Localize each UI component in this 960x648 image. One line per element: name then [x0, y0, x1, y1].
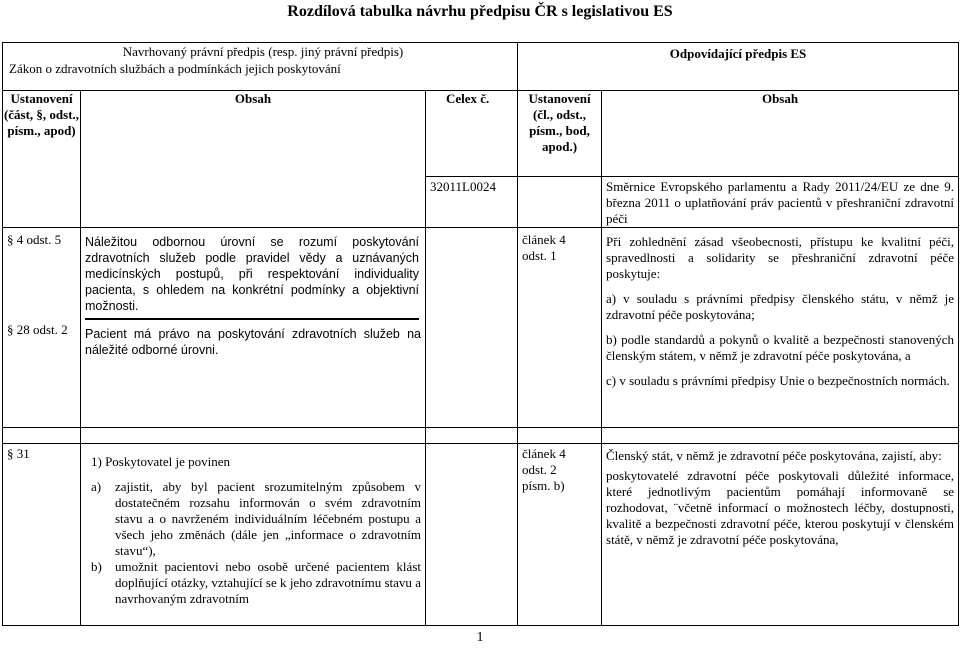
spacer-cell	[81, 428, 426, 444]
row2-eu-provision-line1: článek 4	[522, 446, 566, 461]
directive-name: Směrnice Evropského parlamentu a Rady 2011/24/EU ze dne 9. března 2011 o uplatňování práv pacientů v přeshraniční zdravotní péči	[602, 177, 959, 228]
col-header-content-eu: Obsah	[602, 91, 959, 177]
row2-eu-provision-line2: odst. 2	[522, 462, 557, 477]
row2-item-a	[91, 479, 421, 559]
row1-eu-provision-line1: článek 4	[522, 232, 566, 247]
col-header-provision-eu: Ustanovení (čl., odst., písm., bod, apod.)	[518, 91, 602, 177]
row2-intro: 1) Poskytovatel je povinen	[91, 454, 231, 469]
spacer-cell	[3, 428, 81, 444]
row2-celex-cell	[426, 444, 518, 626]
row2-item-a-text: zajistit, aby byl pacient srozumitelným způsobem v dostatečném rozsahu informován o svém zdravotním stavu a o navrženém individuálním léčebném postupu a všech jeho změnách (dále jen „informace o zdravotním stavu“),	[115, 479, 421, 558]
row2-item-a-marker: a)	[91, 479, 102, 494]
row2-eu-text-intro: Členský stát, v němž je zdravotní péče poskytována, zajistí, aby:	[606, 448, 942, 463]
celex-empty-cell	[518, 177, 602, 228]
row1-text-2: Pacient má právo na poskytování zdravotních služeb na náležité odborné úrovni.	[85, 327, 421, 357]
row1-eu-provision-line2: odst. 1	[522, 248, 557, 263]
col-header-celex: Celex č.	[426, 91, 518, 177]
col-header-content-cz: Obsah	[81, 91, 426, 228]
row1-text-1: Náležitou odbornou úrovní se rozumí poskytování zdravotních služeb podle pravidel vědy a uznávaných medicínských postupů, při respektování individuality pacienta, s ohledem na konkrétní podmínky a objektivní možnosti.	[85, 234, 419, 320]
row1-eu-text-b: b) podle standardů a pokynů o kvalitě a bezpečnosti stanovených členským státem, v němž je zdravotní péče poskytována, a	[606, 332, 955, 363]
row2-item-b	[91, 559, 421, 607]
row2-item-b-marker: b)	[91, 559, 102, 574]
row2-provision-cz: § 31	[3, 444, 81, 626]
eu-regulation-label: Odpovídající předpis ES	[669, 46, 807, 61]
comparison-table	[2, 42, 959, 626]
proposed-regulation-name: Zákon o zdravotních službách a podmínkách jejich poskytování	[9, 61, 341, 76]
row1-provision-cz	[3, 228, 81, 428]
row1-provision-2: § 28 odst. 2	[7, 322, 68, 337]
row1-provision-eu	[518, 228, 602, 428]
row1-celex-cell	[426, 228, 518, 428]
proposed-regulation-header	[3, 43, 518, 91]
row2-provision-eu	[518, 444, 602, 626]
spacer-cell	[602, 428, 959, 444]
row2-item-b-text: umožnit pacientovi nebo osobě určené pacientem klást doplňující otázky, vztahující se k jeho zdravotnímu stavu a navrhovaným zdravotním	[115, 559, 421, 606]
row1-eu-text-intro: Při zohlednění zásad všeobecnosti, přístupu ke kvalitní péči, spravedlnosti a solidarity se přeshraniční zdravotní péče poskytuje:	[606, 234, 955, 281]
row1-content-cz	[81, 228, 426, 428]
row2-eu-provision-line3: písm. b)	[522, 478, 565, 493]
document-title: Rozdílová tabulka návrhu předpisu ČR s legislativou ES	[287, 3, 673, 20]
row2-content-cz	[81, 444, 426, 626]
page-number: 1	[476, 630, 484, 645]
spacer-cell	[426, 428, 518, 444]
col-header-provision-cz: Ustanovení (část, §, odst., písm., apod)	[3, 91, 81, 228]
row2-eu-text-body: poskytovatelé zdravotní péče poskytovali důležité informace, které jednotlivým pacientům pomáhají informovaně se rozhodovat, ¨včetně informací o možnostech léčby, dostupnosti, kvalitě a bezpečnosti zdravotní péče, kterou poskytují v členském státě, v němž je zdravotní péče poskytována,	[606, 468, 955, 547]
eu-regulation-header	[518, 43, 959, 91]
row1-provision-1: § 4 odst. 5	[7, 232, 62, 247]
spacer-cell	[518, 428, 602, 444]
proposed-regulation-label: Navrhovaný právní předpis (resp. jiný právní předpis)	[122, 44, 404, 59]
row1-eu-text-c: c) v souladu s právními předpisy Unie o bezpečnostních normách.	[606, 373, 950, 388]
row1-content-eu	[602, 228, 959, 428]
row2-content-eu	[602, 444, 959, 626]
row1-eu-text-a: a) v souladu s právními předpisy členského státu, v němž je zdravotní péče poskytována;	[606, 291, 955, 322]
celex-number: 32011L0024	[426, 177, 518, 228]
